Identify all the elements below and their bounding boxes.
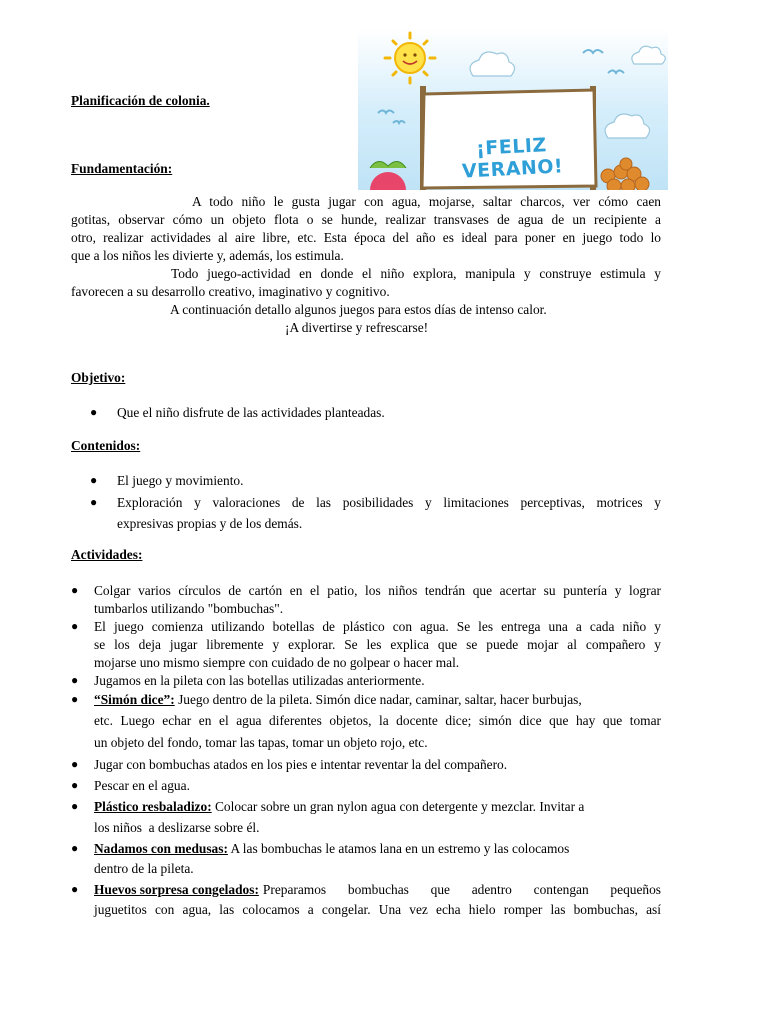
actividad-4-line2: etc. Luego echar en el agua diferentes objetos, la docente dice; simón dice que hay que tomar	[94, 713, 661, 728]
simon-dice-text: Juego dentro de la pileta. Simón dice nadar, caminar, saltar, hacer burbujas,	[174, 692, 582, 707]
actividad-8-line2: dentro de la pileta.	[94, 861, 194, 876]
actividad-8-line1	[94, 840, 684, 857]
objetivo-item: Que el niño disfrute de las actividades planteadas.	[117, 405, 385, 420]
actividad-2-line1: El juego comienza utilizando botellas de plástico con agua. Se les entrega una a cada niño y	[94, 619, 661, 634]
fundamentacion-p3: A continuación detallo algunos juegos para estos días de intenso calor.	[170, 302, 547, 317]
bullet-icon: ●	[71, 619, 79, 633]
actividad-1-line1: Colgar varios círculos de cartón en el patio, los niños tendrán que acertar su puntería y lograr	[94, 583, 661, 598]
actividad-2-line2: se los deja jugar libremente y explorar. Se les explica que se puede mojar al compañero y	[94, 637, 661, 652]
plastico-resbaladizo-label: Plástico resbaladizo:	[94, 799, 212, 814]
nadamos-con-medusas-label: Nadamos con medusas:	[94, 841, 228, 856]
actividades-heading: Actividades:	[71, 547, 143, 562]
actividad-4-line3: un objeto del fondo, tomar las tapas, tomar un objeto rojo, etc.	[94, 735, 428, 750]
objetivo-heading: Objetivo:	[71, 370, 126, 385]
actividad-9-line2: juguetitos con agua, las colocamos a congelar. Una vez echa hielo romper las bombuchas, así	[94, 902, 661, 917]
bullet-icon: ●	[71, 882, 79, 896]
bullet-icon: ●	[90, 473, 98, 487]
huevos-sorpresa-label: Huevos sorpresa congelados:	[94, 882, 259, 897]
banner-text: ¡FELIZ VERANO!	[461, 134, 564, 183]
huevos-sorpresa-text: Preparamos bombuchas que adentro contengan pequeños	[262, 882, 661, 897]
bullet-icon: ●	[71, 778, 79, 792]
actividad-1-line2: tumbarlos utilizando "bombuchas".	[94, 601, 284, 616]
actividad-9-line1	[94, 881, 661, 898]
actividad-6: Pescar en el agua.	[94, 778, 190, 793]
actividad-3: Jugamos en la pileta con las botellas utilizadas anteriormente.	[94, 673, 425, 688]
bullet-icon: ●	[71, 673, 79, 687]
bullet-icon: ●	[71, 692, 79, 706]
fundamentacion-p2-line2: favorecen a su desarrollo creativo, imaginativo y cognitivo.	[71, 284, 390, 299]
bullet-icon: ●	[71, 841, 79, 855]
contenidos-item-2-line1: Exploración y valoraciones de las posibilidades y limitaciones perceptivas, motrices y	[117, 495, 661, 510]
feliz-verano-banner	[358, 28, 668, 190]
bullet-icon: ●	[71, 757, 79, 771]
fundamentacion-p1-line1: A todo niño le gusta jugar con agua, mojarse, saltar charcos, ver cómo caen	[192, 194, 661, 209]
bullet-icon: ●	[71, 583, 79, 597]
actividad-7-line2: los niños a deslizarse sobre él.	[94, 820, 260, 835]
fundamentacion-heading: Fundamentación:	[71, 161, 173, 176]
fundamentacion-p2-line1: Todo juego-actividad en donde el niño explora, manipula y construye estimula y	[171, 266, 661, 281]
contenidos-heading: Contenidos:	[71, 438, 141, 453]
fundamentacion-p1-line3: otro, realizar actividades al aire libre, etc. Esta época del año es ideal para poner en juego todo lo	[71, 230, 661, 245]
fundamentacion-p4: ¡A divertirse y refrescarse!	[285, 320, 429, 335]
contenidos-item-1: El juego y movimiento.	[117, 473, 244, 488]
actividad-5: Jugar con bombuchas atados en los pies e intentar reventar la del compañero.	[94, 757, 508, 772]
bullet-icon: ●	[71, 799, 79, 813]
fundamentacion-p1-line4: que a los niños les divierte y, además, los estimula.	[71, 248, 344, 263]
simon-dice-label: “Simón dice”:	[94, 692, 175, 707]
document-title: Planificación de colonia.	[71, 93, 210, 108]
plastico-resbaladizo-text: Colocar sobre un gran nylon agua con detergente y mezclar. Invitar a	[211, 799, 585, 814]
actividad-2-line3: mojarse uno mismo siempre con cuidado de no golpear o hacer mal.	[94, 655, 460, 670]
fundamentacion-p1-line2: gotitas, observar cómo un objeto flota o se hunde, realizar transvases de agua de un recipiente a	[71, 212, 661, 227]
bullet-icon: ●	[90, 405, 98, 419]
nadamos-con-medusas-text: A las bombuchas le atamos lana en un estremo y las colocamos	[227, 841, 570, 856]
bullet-icon: ●	[90, 495, 98, 509]
actividad-7-line1	[94, 798, 684, 815]
contenidos-item-2-line2: expresivas propias y de los demás.	[117, 516, 303, 531]
actividad-4-line1	[94, 691, 661, 708]
